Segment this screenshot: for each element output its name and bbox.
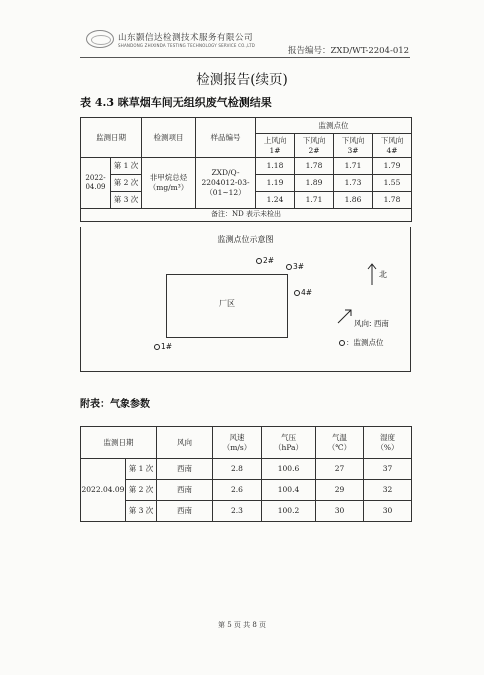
header-test-item: 检测项目: [142, 118, 196, 158]
table-note: 备注：ND 表示未检出: [81, 209, 412, 222]
circle-icon: [339, 340, 345, 346]
humidity-cell: 32: [364, 480, 412, 501]
value-cell: 1.71: [295, 192, 334, 209]
circle-icon: [154, 344, 160, 350]
date-cell: 2022-04.09: [81, 158, 111, 209]
run-label: 第 1 次: [126, 459, 157, 480]
plant-area-box: [166, 274, 288, 338]
company-name-en: SHANDONG ZHIXINDA TESTING TECHNOLOGY SERVICE CO.,LTD: [118, 43, 256, 48]
point-header: 下风向 2#: [295, 134, 334, 158]
table-row: [81, 459, 412, 480]
header-sample-no: 样品编号: [196, 118, 256, 158]
wind-speed-cell: 2.8: [213, 459, 262, 480]
header-monitor-date: 监测日期: [81, 118, 142, 158]
temperature-cell: 27: [316, 459, 364, 480]
circle-icon: [294, 290, 300, 296]
wind-speed-cell: 2.6: [213, 480, 262, 501]
value-cell: 1.86: [334, 192, 373, 209]
humidity-cell: 37: [364, 459, 412, 480]
wind-dir-cell: 西南: [157, 501, 213, 522]
value-cell: 1.19: [256, 175, 295, 192]
point-header: 下风向 3#: [334, 134, 373, 158]
company-logo: [86, 30, 114, 48]
wind-dir-cell: 西南: [157, 480, 213, 501]
value-cell: 1.78: [373, 192, 412, 209]
table-row: [81, 158, 412, 175]
monitor-point-2: 2#: [256, 256, 274, 265]
page-footer: 第 5 页 共 8 页: [217, 621, 267, 629]
value-cell: 1.89: [295, 175, 334, 192]
weather-params-table: [80, 426, 412, 522]
date-cell: 2022.04.09: [81, 459, 126, 522]
pressure-cell: 100.6: [262, 459, 316, 480]
wind-arrow-icon: [336, 307, 354, 325]
company-name-cn: 山东颢信达检测技术服务有限公司: [118, 33, 254, 43]
header-monitor-points: 监测点位: [256, 118, 412, 134]
value-cell: 1.18: [256, 158, 295, 175]
pressure-cell: 100.2: [262, 501, 316, 522]
run-label: 第 2 次: [126, 480, 157, 501]
header-wind-direction: 风向: [157, 427, 213, 459]
header-pressure: 气压 （hPa）: [262, 427, 316, 459]
temperature-cell: 29: [316, 480, 364, 501]
table-row: [81, 480, 412, 501]
value-cell: 1.78: [295, 158, 334, 175]
voc-results-table: [80, 117, 412, 222]
circle-icon: [286, 264, 292, 270]
sample-no-cell: ZXD/Q-2204012-03-（01~12）: [196, 158, 256, 209]
value-cell: 1.24: [256, 192, 295, 209]
point-header: 下风向 4#: [373, 134, 412, 158]
value-cell: 1.73: [334, 175, 373, 192]
pressure-cell: 100.4: [262, 480, 316, 501]
north-label: 北: [379, 270, 387, 279]
header-monitor-date: 监测日期: [81, 427, 157, 459]
diagram-title: 监测点位示意图: [217, 235, 274, 244]
circle-icon: [256, 258, 262, 264]
wind-speed-cell: 2.3: [213, 501, 262, 522]
value-cell: 1.79: [373, 158, 412, 175]
wind-direction-label: 风向: 西南: [354, 319, 389, 328]
table-row: [81, 501, 412, 522]
humidity-cell: 30: [364, 501, 412, 522]
value-cell: 1.71: [334, 158, 373, 175]
run-label: 第 2 次: [111, 175, 142, 192]
north-arrow-icon: [366, 262, 378, 286]
diagram-legend: ：监测点位: [339, 337, 384, 348]
header-divider: [80, 57, 410, 58]
point-header: 上风向 1#: [256, 134, 295, 158]
run-label: 第 3 次: [111, 192, 142, 209]
header-wind-speed: 风速 （m/s）: [213, 427, 262, 459]
plant-label: 厂区: [219, 299, 235, 308]
section-title: 表 4.3 咪草烟车间无组织废气检测结果: [80, 96, 272, 109]
wind-dir-cell: 西南: [157, 459, 213, 480]
page-title: 检测报告(续页): [196, 72, 288, 88]
test-item-cell: 非甲烷总烃（mg/m³）: [142, 158, 196, 209]
run-label: 第 1 次: [111, 158, 142, 175]
report-number: 报告编号：ZXD/WT-2204-012: [288, 46, 410, 56]
value-cell: 1.55: [373, 175, 412, 192]
header-temperature: 气温 （℃）: [316, 427, 364, 459]
appendix-title: 附表：气象参数: [80, 399, 150, 410]
monitor-point-1: 1#: [154, 342, 172, 351]
monitor-point-3: 3#: [286, 262, 304, 271]
header-humidity: 湿度 （%）: [364, 427, 412, 459]
temperature-cell: 30: [316, 501, 364, 522]
monitor-point-4: 4#: [294, 288, 312, 297]
run-label: 第 3 次: [126, 501, 157, 522]
